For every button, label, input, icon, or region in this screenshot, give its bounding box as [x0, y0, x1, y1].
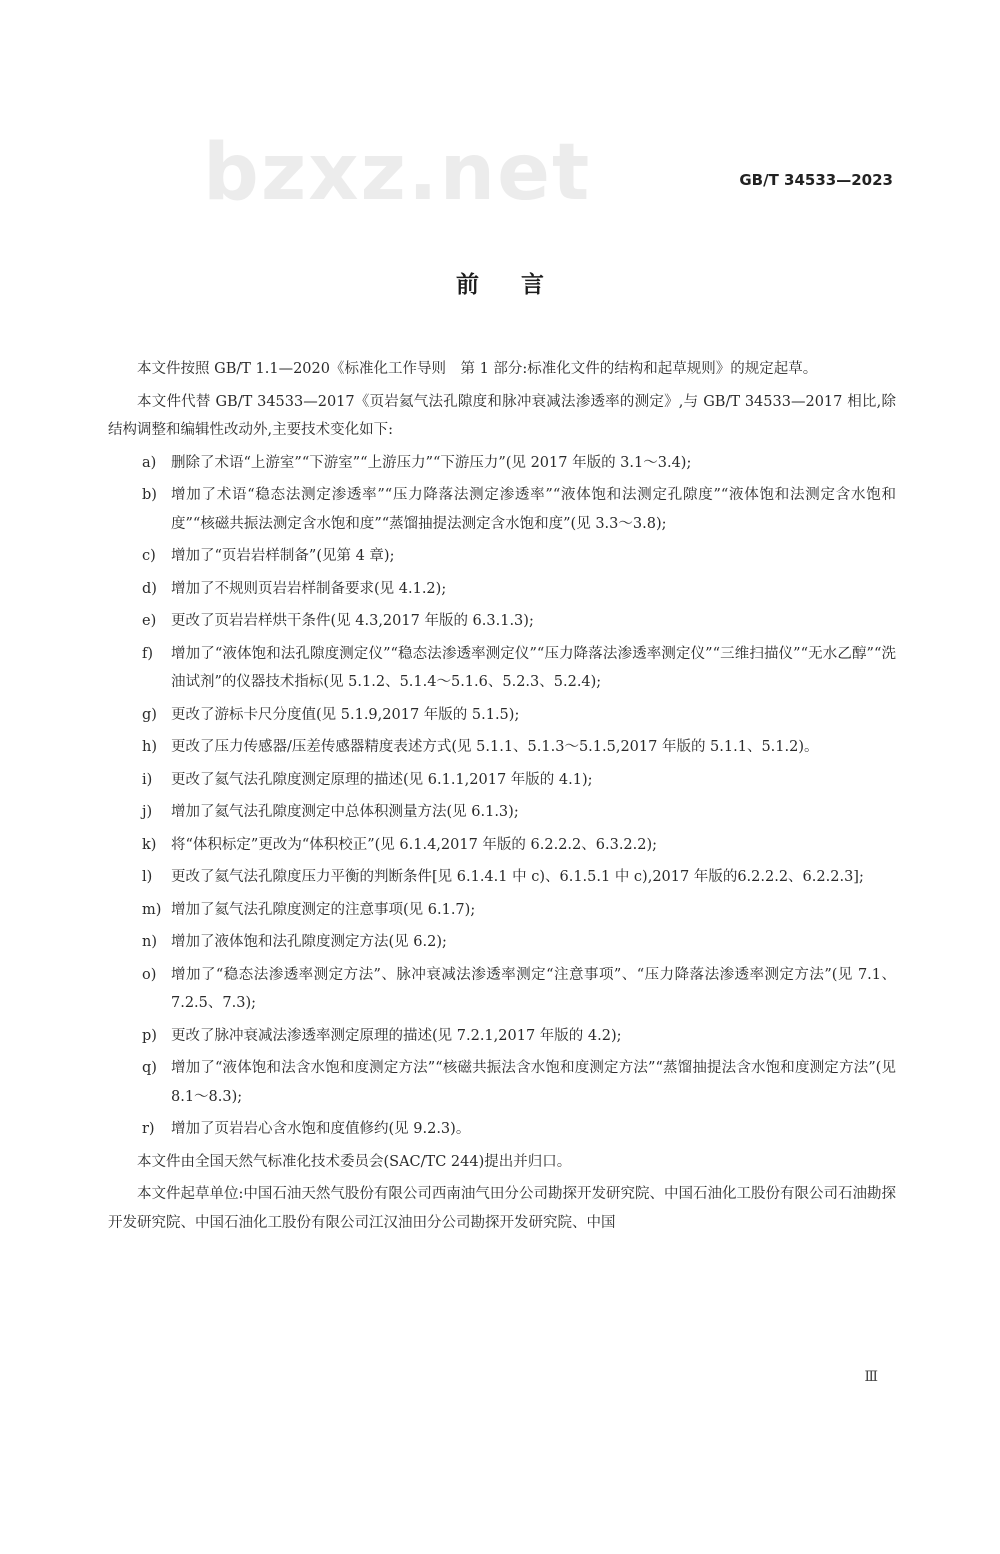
list-item-text: 增加了氦气法孔隙度测定中总体积测量方法(见 6.1.3); — [171, 804, 519, 820]
list-item — [108, 896, 896, 925]
paragraph-replacement: 本文件代替 GB/T 34533—2017《页岩氦气法孔隙度和脉冲衰减法渗透率的测定》,与 GB/T 34533—2017 相比,除结构调整和编辑性改动外,主要技术变化如下: — [108, 393, 896, 438]
list-item — [108, 640, 896, 697]
list-item-text: 更改了氦气法孔隙度压力平衡的判断条件[见 6.1.4.1 中 c)、6.1.5.1 中 c),2017 年版的6.2.2.2、6.2.2.3]; — [171, 869, 864, 885]
list-item-mark: d) — [142, 580, 157, 597]
list-item-mark: a) — [142, 454, 157, 471]
list-item-text: 删除了术语“上游室”“下游室”“上游压力”“下游压力”(见 2017 年版的 3.1～3.4); — [171, 454, 692, 471]
list-item — [108, 449, 896, 478]
list-item-mark: p) — [142, 1027, 157, 1044]
list-item — [108, 701, 896, 730]
list-item — [108, 575, 896, 604]
paragraph-proposer: 本文件由全国天然气标准化技术委员会(SAC/TC 244)提出并归口。 — [137, 1153, 572, 1170]
list-item-text: 增加了页岩岩心含水饱和度值修约(见 9.2.3)。 — [171, 1121, 471, 1137]
list-item-mark: i) — [142, 771, 153, 788]
list-item — [108, 798, 896, 827]
list-item-text: 更改了氦气法孔隙度测定原理的描述(见 6.1.1,2017 年版的 4.1); — [171, 771, 593, 788]
list-item-mark: m) — [142, 901, 162, 918]
list-item-text: 增加了术语“稳态法测定渗透率”“压力降落法测定渗透率”“液体饱和法测定孔隙度”“液体饱和法测定含水饱和度”“核磁共振法测定含水饱和度”“蒸馏抽提法测定含水饱和度”(见 3.3～3.8); — [171, 487, 896, 532]
list-item-text: 增加了氦气法孔隙度测定的注意事项(见 6.1.7); — [171, 901, 476, 918]
list-item-text: 将“体积标定”更改为“体积校正”(见 6.1.4,2017 年版的 6.2.2.2、6.3.2.2); — [171, 836, 658, 853]
page-title: 前言 — [456, 271, 586, 298]
document-body — [108, 355, 896, 1241]
list-item — [108, 733, 896, 762]
list-item-mark: f) — [142, 645, 154, 662]
change-list — [108, 449, 896, 1144]
paragraph-drafting-rules: 本文件按照 GB/T 1.1—2020《标准化工作导则 第 1 部分:标准化文件的结构和起草规则》的规定起草。 — [137, 361, 818, 377]
list-item-mark: k) — [142, 836, 157, 853]
paragraph-drafting-units: 本文件起草单位:中国石油天然气股份有限公司西南油气田分公司勘探开发研究院、中国石油化工股份有限公司石油勘探开发研究院、中国石油化工股份有限公司江汉油田分公司勘探开发研究院、中国 — [108, 1186, 896, 1231]
list-item — [108, 542, 896, 571]
page-number: Ⅲ — [864, 1369, 878, 1385]
list-item-text: 更改了页岩岩样烘干条件(见 4.3,2017 年版的 6.3.1.3); — [171, 613, 534, 629]
list-item-mark: j) — [142, 804, 153, 820]
list-item — [108, 928, 896, 957]
list-item — [108, 766, 896, 795]
list-item — [108, 607, 896, 636]
list-item-mark: h) — [142, 739, 157, 755]
list-item — [108, 1054, 896, 1111]
list-item-mark: n) — [142, 934, 157, 950]
list-item — [108, 1115, 896, 1144]
standard-code: GB/T 34533—2023 — [739, 171, 893, 189]
list-item — [108, 863, 896, 892]
list-item — [108, 831, 896, 860]
list-item-text: 增加了液体饱和法孔隙度测定方法(见 6.2); — [171, 934, 447, 950]
list-item-text: 增加了“稳态法渗透率测定方法”、脉冲衰减法渗透率测定“注意事项”、“压力降落法渗透率测定方法”(见 7.1、7.2.5、7.3); — [171, 966, 896, 1011]
list-item-mark: c) — [142, 548, 156, 564]
list-item-text: 增加了“液体饱和法孔隙度测定仪”“稳态法渗透率测定仪”“压力降落法渗透率测定仪”“三维扫描仪”“无水乙醇”“洗油试剂”的仪器技术指标(见 5.1.2、5.1.4～5.1.6、5.2.3、5.2.4); — [171, 645, 896, 690]
list-item-mark: b) — [142, 487, 157, 503]
list-item-text: 增加了不规则页岩岩样制备要求(见 4.1.2); — [171, 580, 447, 597]
list-item-text: 增加了“页岩岩样制备”(见第 4 章); — [171, 548, 395, 564]
list-item-text: 更改了压力传感器/压差传感器精度表述方式(见 5.1.1、5.1.3～5.1.5,2017 年版的 5.1.1、5.1.2)。 — [171, 739, 819, 755]
list-item-mark: q) — [142, 1060, 157, 1076]
list-item — [108, 961, 896, 1018]
list-item-text: 更改了脉冲衰减法渗透率测定原理的描述(见 7.2.1,2017 年版的 4.2); — [171, 1027, 622, 1044]
list-item-text: 增加了“液体饱和法含水饱和度测定方法”“核磁共振法含水饱和度测定方法”“蒸馏抽提法含水饱和度测定方法”(见 8.1～8.3); — [171, 1060, 896, 1105]
list-item — [108, 481, 896, 538]
list-item-mark: o) — [142, 966, 157, 983]
list-item-mark: g) — [142, 706, 157, 723]
list-item-mark: r) — [142, 1121, 155, 1137]
list-item-mark: l) — [142, 869, 153, 885]
list-item-text: 更改了游标卡尺分度值(见 5.1.9,2017 年版的 5.1.5); — [171, 706, 520, 723]
list-item-mark: e) — [142, 613, 157, 629]
list-item — [108, 1022, 896, 1051]
watermark: bzxz.net — [203, 128, 592, 218]
